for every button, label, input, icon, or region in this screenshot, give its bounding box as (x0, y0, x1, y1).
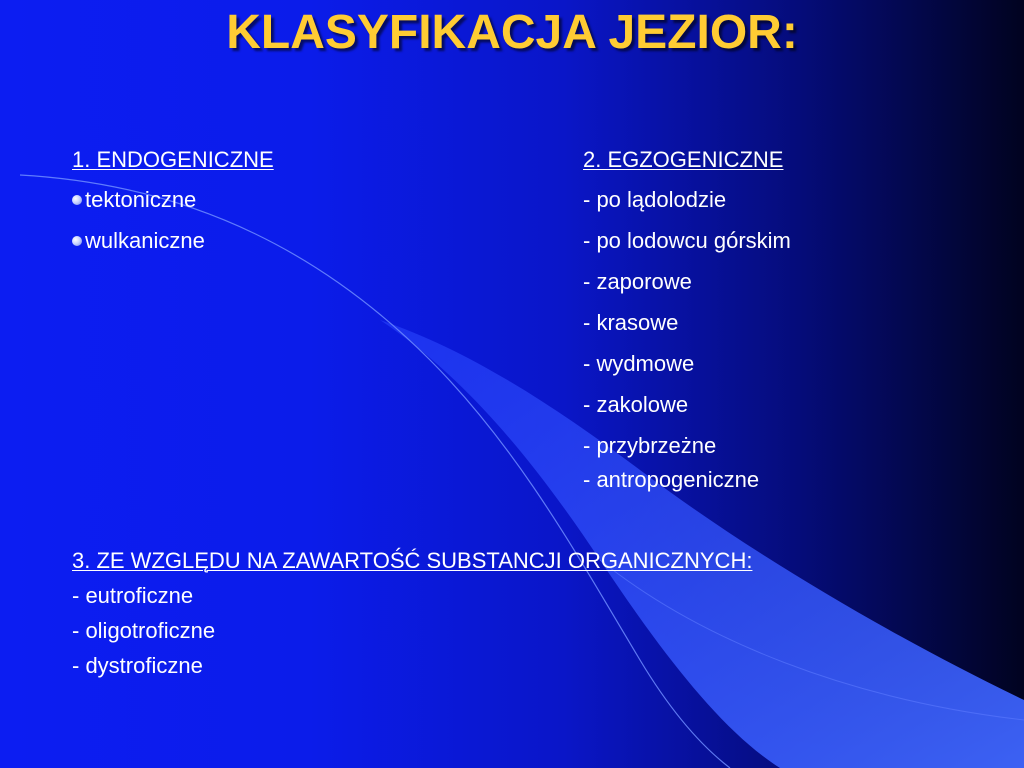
list-item-exogenic-5: - wydmowe (583, 351, 695, 376)
exogenic-heading: 2. EGZOGENICZNE (583, 147, 784, 172)
list-item-exogenic-3: - zaporowe (583, 269, 692, 294)
list-item-exogenic-4: - krasowe (583, 310, 679, 335)
organic-heading: 3. ZE WZGLĘDU NA ZAWARTOŚĆ SUBSTANCJI ORGANICZNYCH: (72, 548, 753, 573)
list-item-organic-1: - eutroficzne (72, 583, 194, 608)
endogenic-heading: 1. ENDOGENICZNE (72, 147, 274, 172)
list-item-label: tektoniczne (85, 187, 197, 212)
list-item-exogenic-8: - antropogeniczne (583, 467, 760, 492)
list-item-endogenic-2 (72, 228, 205, 254)
wave-shape (380, 320, 1024, 768)
list-item-exogenic-2: - po lodowcu górskim (583, 228, 791, 253)
list-item-organic-2: - oligotroficzne (72, 618, 216, 643)
list-item-exogenic-6: - zakolowe (583, 392, 689, 417)
list-item-exogenic-1: - po lądolodzie (583, 187, 727, 212)
list-item-exogenic-7: - przybrzeżne (583, 433, 717, 458)
bullet-icon (72, 236, 82, 246)
bullet-icon (72, 195, 82, 205)
list-item-organic-3: - dystroficzne (72, 653, 203, 678)
slide-title: KLASYFIKACJA JEZIOR: (226, 6, 798, 59)
list-item-endogenic-1 (72, 187, 196, 213)
list-item-label: wulkaniczne (85, 228, 205, 253)
